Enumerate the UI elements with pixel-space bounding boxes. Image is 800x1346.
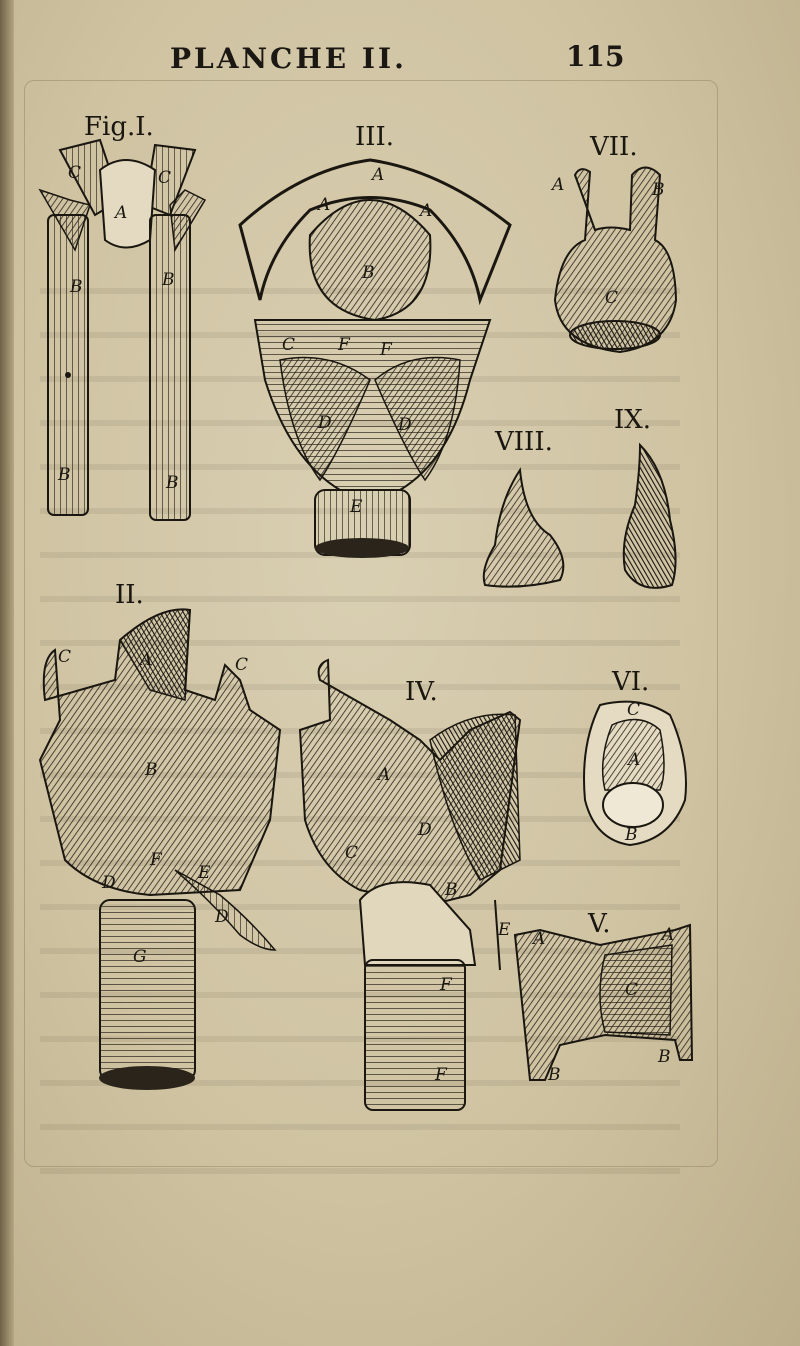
figure-1-label: Fig.I. <box>84 112 154 142</box>
fig4-letter-f2: F <box>435 1065 447 1085</box>
fig3-letter-f2: F <box>380 340 392 360</box>
fig5-letter-a-left: A <box>533 929 546 949</box>
plate-title: PLANCHE II. <box>170 42 407 75</box>
fig5-letter-a-right: A <box>662 925 675 945</box>
figure-2-label: II. <box>115 580 144 610</box>
fig4-letter-e: E <box>498 920 511 940</box>
fig2-letter-d1: D <box>102 873 116 893</box>
fig1-letter-c-left: C <box>68 163 82 183</box>
fig2-letter-c-right: C <box>235 655 249 675</box>
fig2-letter-a: A <box>140 650 153 670</box>
fig5-letter-c: C <box>625 980 639 1000</box>
fig3-letter-c: C <box>282 335 296 355</box>
figure-8-drawing <box>484 470 564 587</box>
fig1-letter-b2: B <box>162 270 175 290</box>
fig2-letter-d2: D <box>215 907 229 927</box>
figure-8-label: VIII. <box>495 427 553 457</box>
fig5-letter-b-left: B <box>548 1065 561 1085</box>
figure-6-label: VI. <box>612 667 650 697</box>
fig6-letter-b: B <box>625 825 638 845</box>
fig3-letter-b: B <box>362 263 375 283</box>
figure-3-drawing <box>240 160 510 558</box>
figure-3-label: III. <box>355 122 395 152</box>
fig2-letter-c-left: C <box>58 647 72 667</box>
fig2-letter-f: F <box>150 850 162 870</box>
fig4-letter-c: C <box>345 843 359 863</box>
fig6-letter-c: C <box>627 700 641 720</box>
fig4-letter-a: A <box>378 765 391 785</box>
fig1-letter-b3: B <box>58 465 71 485</box>
fig1-letter-a: A <box>115 203 128 223</box>
fig1-letter-c-right: C <box>158 168 172 188</box>
figure-6-drawing <box>584 702 686 845</box>
fig4-letter-b: B <box>445 880 458 900</box>
fig7-letter-b: B <box>652 180 665 200</box>
figure-4-label: IV. <box>405 677 438 707</box>
fig6-letter-a: A <box>628 750 641 770</box>
figure-9-drawing <box>624 445 676 588</box>
figure-1-drawing <box>40 140 205 520</box>
figure-9-label: IX. <box>614 405 652 435</box>
fig4-letter-f1: F <box>440 975 452 995</box>
fig7-letter-c: C <box>605 288 619 308</box>
fig1-letter-b1: B <box>70 277 83 297</box>
fig7-letter-a: A <box>552 175 565 195</box>
fig1-letter-b4: B <box>166 473 179 493</box>
fig3-letter-a-right: A <box>420 201 433 221</box>
fig5-letter-b-right: B <box>658 1047 671 1067</box>
fig3-letter-d2: D <box>398 415 412 435</box>
page-number: 115 <box>566 40 625 73</box>
fig2-letter-g: G <box>133 947 147 967</box>
figure-4-drawing <box>300 660 520 1110</box>
fig2-letter-b: B <box>145 760 158 780</box>
fig3-letter-e: E <box>350 497 363 517</box>
fig3-letter-f1: F <box>338 335 350 355</box>
fig3-letter-a-top: A <box>372 165 385 185</box>
fig3-letter-d1: D <box>318 413 332 433</box>
figure-7-label: VII. <box>590 132 638 162</box>
figure-5-label: V. <box>588 909 611 939</box>
fig4-letter-d: D <box>418 820 432 840</box>
fig2-letter-e: E <box>198 863 211 883</box>
fig3-letter-a-left: A <box>318 195 331 215</box>
